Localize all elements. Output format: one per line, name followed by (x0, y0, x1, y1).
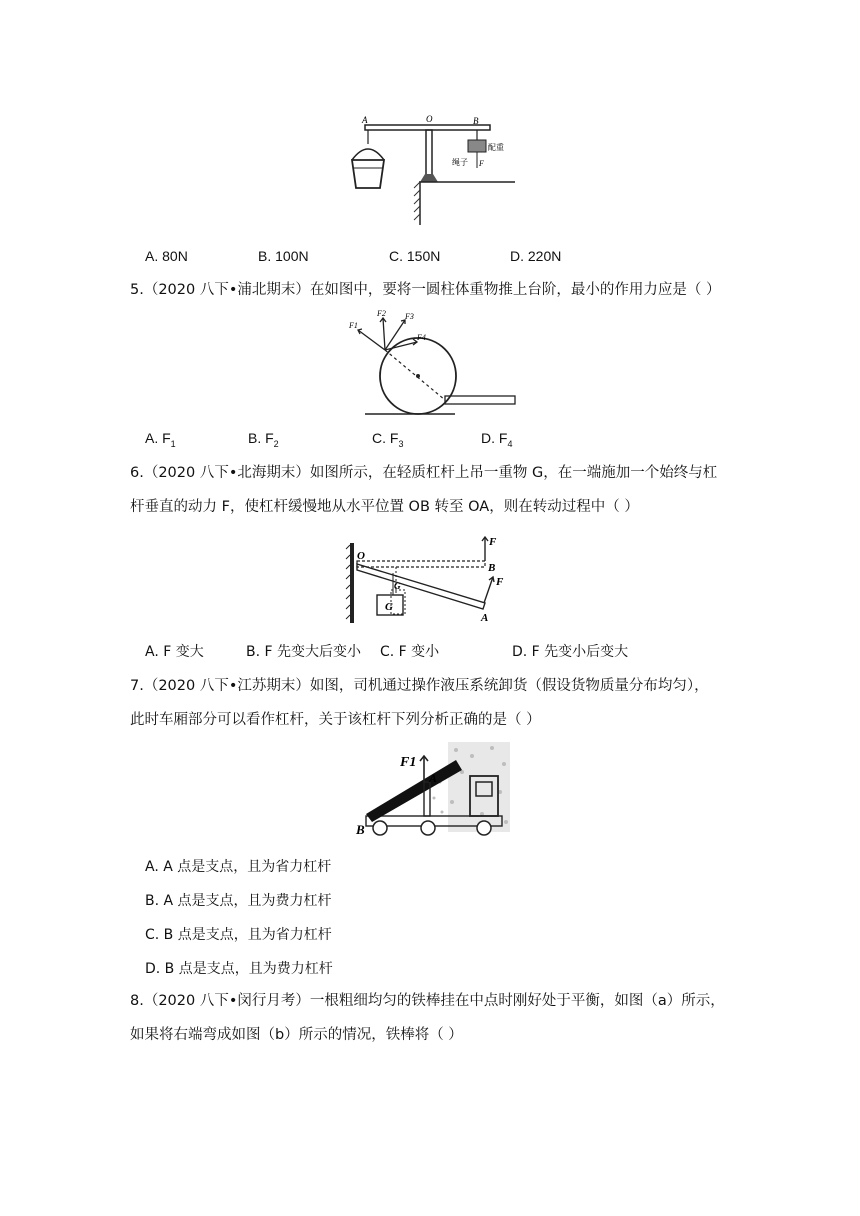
q7-option-d[interactable]: D. B 点是支点，且为费力杠杆 (145, 961, 333, 977)
q7-question-line1: 7.（2020 八下•江苏期末）如图，司机通过操作液压系统卸货（假设货物质量分布均匀）， (130, 678, 709, 694)
q7-option-b[interactable]: B. A 点是支点，且为费力杠杆 (145, 893, 332, 909)
q6-question-line2: 杆垂直的动力 F，使杠杆缓慢地从水平位置 OB 转至 OA，则在转动过程中（ ） (130, 499, 639, 515)
label-a: A (362, 115, 368, 125)
q5-option-d[interactable]: D. $F_4$ (481, 430, 513, 449)
q7-option-a[interactable]: A. A 点是支点，且为省力杠杆 (145, 859, 332, 875)
label-rope: 绳子 (452, 158, 468, 167)
q6-option-b[interactable]: B. F 先变大后变小 (246, 644, 362, 660)
q4-option-d[interactable]: D. 220N (510, 248, 562, 264)
q6-question-line1: 6.（2020 八下•北海期末）如图所示，在轻质杠杆上吊一重物 G，在一端施加一个始终与杠 (130, 465, 718, 481)
q6-label-f-top: F (489, 536, 497, 548)
q8-question-line2: 如果将右端弯成如图（b）所示的情况，铁棒将（ ） (130, 1027, 463, 1043)
q7-question-line2: 此时车厢部分可以看作杠杆，关于该杠杆下列分析正确的是（ ） (130, 712, 541, 728)
q4-figure (340, 110, 520, 230)
q5-label-f3: F3 (405, 312, 414, 321)
q6-label-b: B (488, 562, 496, 574)
q5-option-b[interactable]: B. $F_2$ (248, 430, 279, 449)
q7-label-b: B (356, 822, 365, 837)
q6-label-a: A (481, 612, 489, 624)
q6-label-g-small: G (394, 581, 401, 591)
q5-option-a[interactable]: A. $F_1$ (145, 430, 176, 449)
q6-label-f-mid: F (496, 576, 504, 588)
q8-question-line1: 8.（2020 八下•闵行月考）一根粗细均匀的铁棒挂在中点时刚好处于平衡，如图（a）所示， (130, 993, 725, 1009)
q7-option-c[interactable]: C. B 点是支点，且为省力杠杆 (145, 927, 332, 943)
q6-label-g-box: G (385, 601, 393, 613)
q5-option-c[interactable]: C. $F_3$ (372, 430, 404, 449)
label-force: F (479, 159, 484, 168)
q6-option-c[interactable]: C. F 变小 (380, 644, 440, 660)
q5-label-f2: F2 (377, 310, 386, 318)
q7-label-a: A (429, 771, 438, 785)
q5-label-f4: F4 (417, 333, 426, 342)
label-o: O (426, 114, 433, 124)
q5-figure (345, 310, 520, 420)
label-counterweight: 配重 (488, 143, 504, 152)
q7-figure (352, 742, 512, 840)
q4-option-b[interactable]: B. 100N (258, 248, 309, 264)
q6-option-d[interactable]: D. F 先变小后变大 (512, 644, 629, 660)
q7-label-f1: F1 (400, 755, 417, 770)
q4-option-a[interactable]: A. 80N (145, 248, 188, 264)
q5-label-f1: F1 (349, 321, 358, 330)
q6-option-a[interactable]: A. F 变大 (145, 644, 204, 660)
q6-figure (345, 535, 515, 630)
label-b: B (473, 116, 479, 126)
q5-question: 5.（2020 八下•浦北期末）在如图中，要将一圆柱体重物推上台阶，最小的作用力应是（ ） (130, 282, 721, 298)
q6-label-o: O (357, 550, 365, 562)
q4-option-c[interactable]: C. 150N (389, 248, 441, 264)
